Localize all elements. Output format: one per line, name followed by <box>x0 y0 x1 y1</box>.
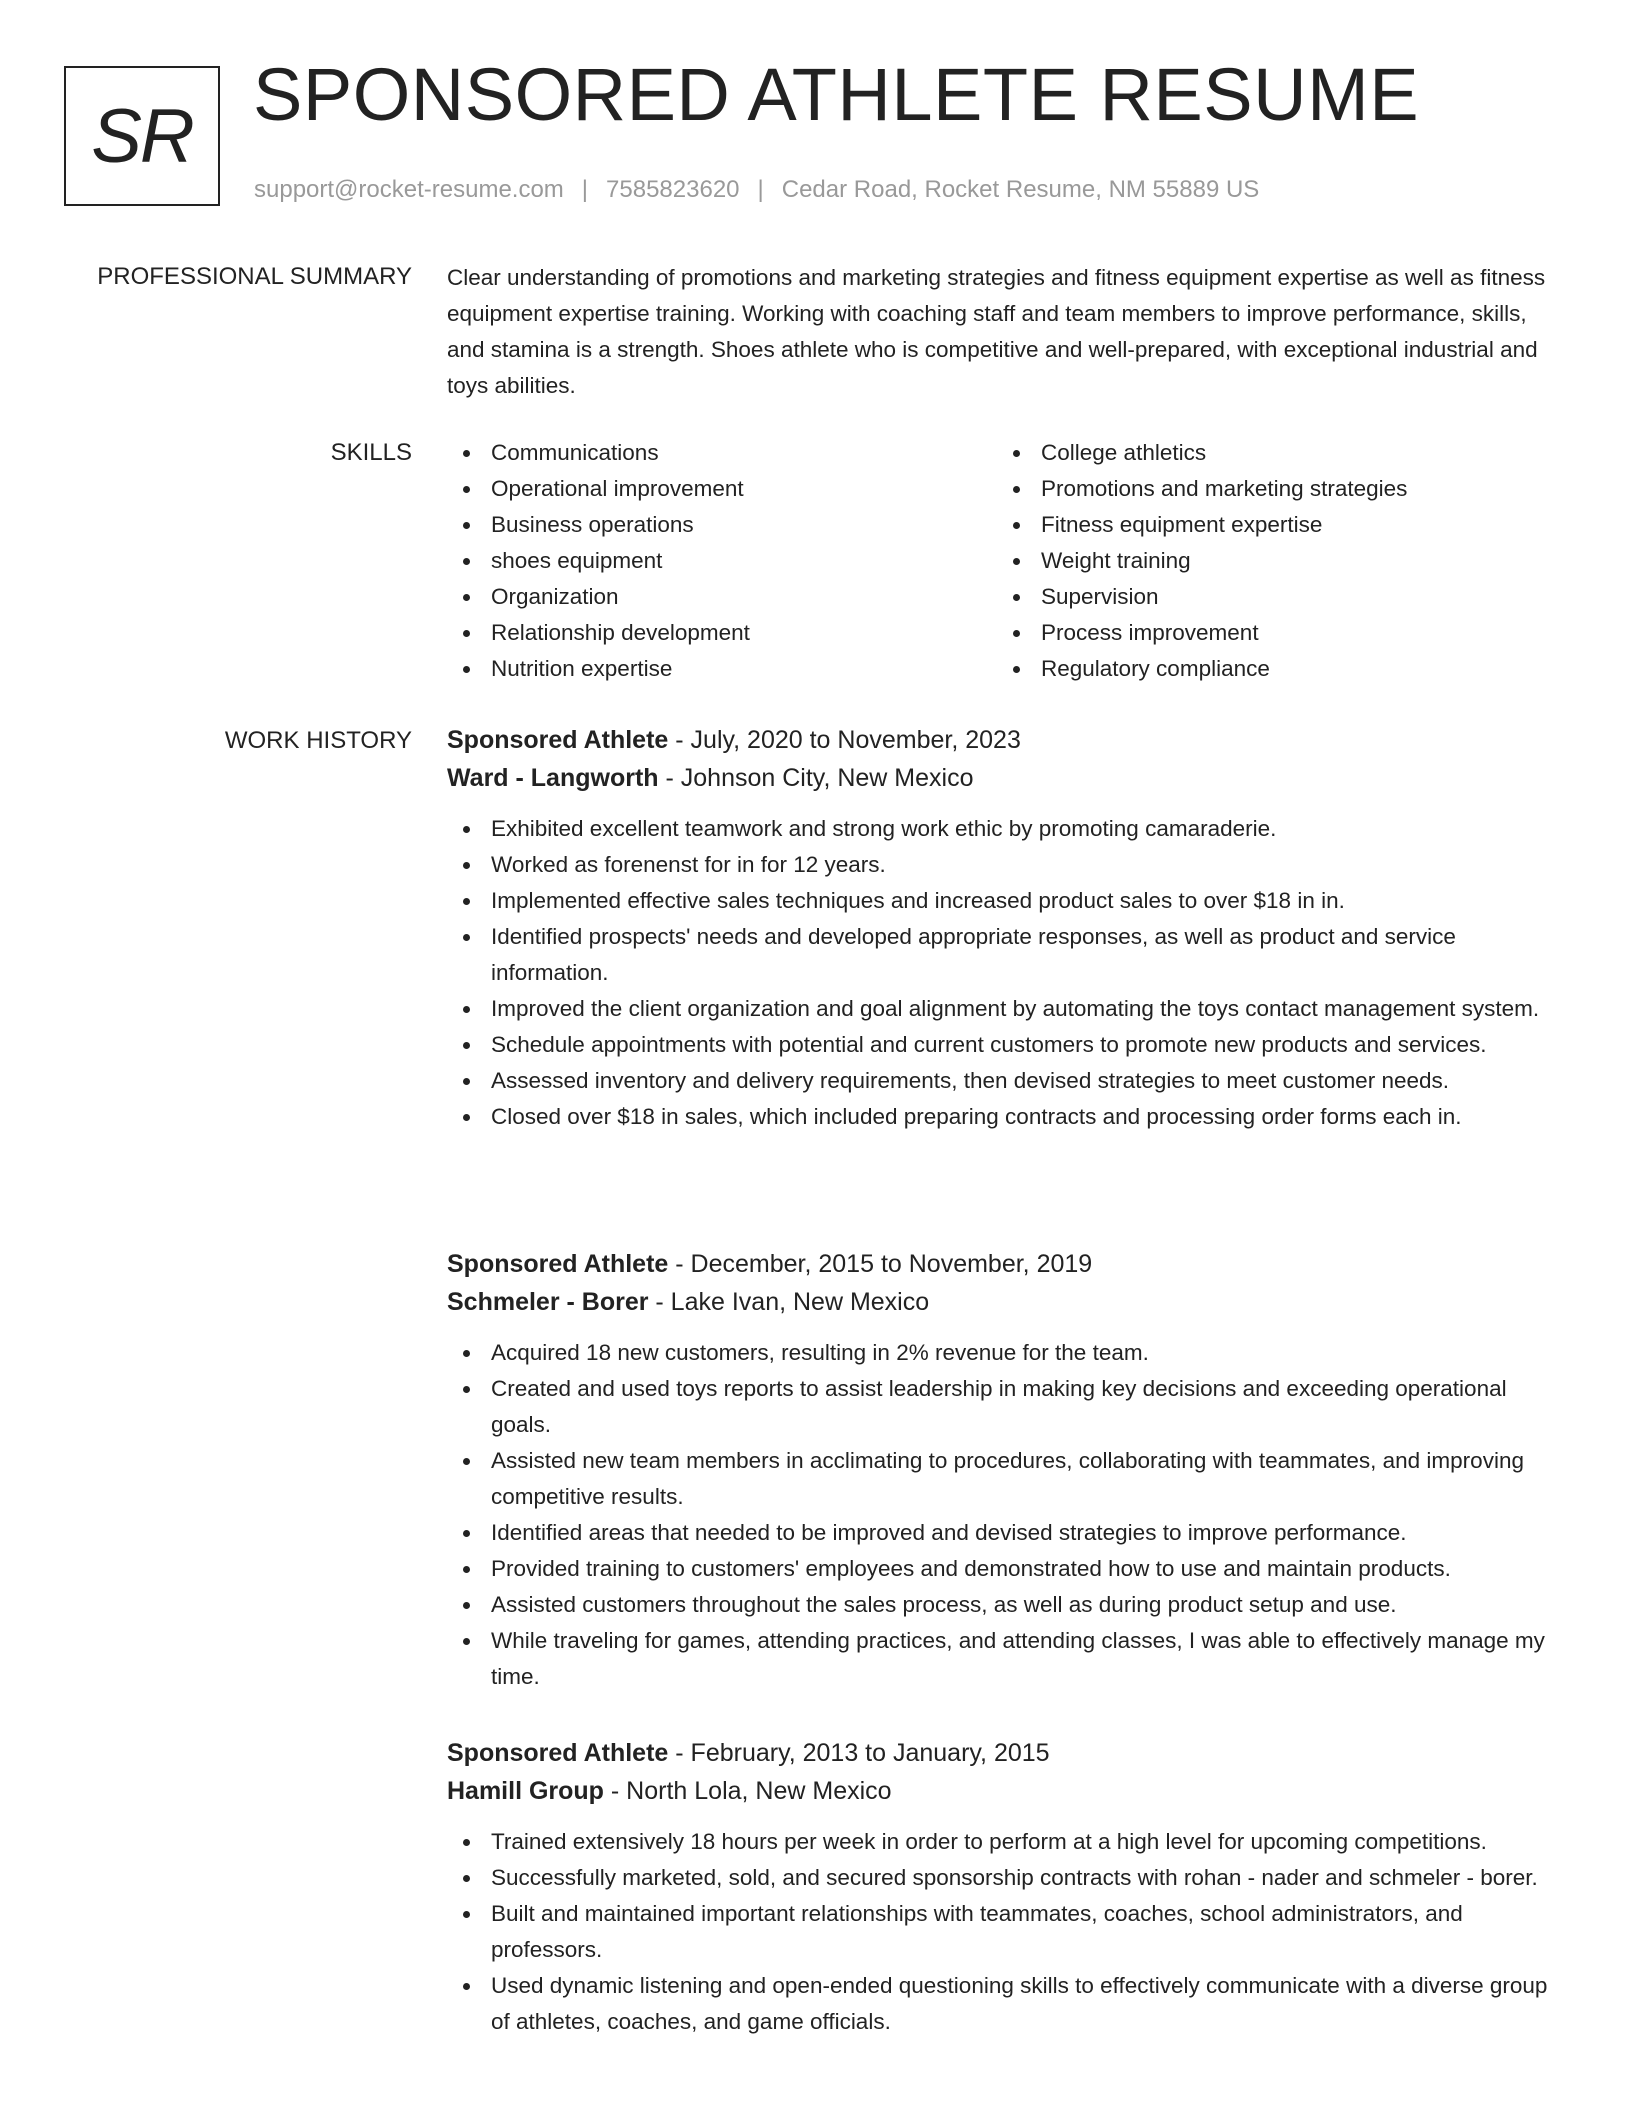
skills-column-1 <box>447 435 997 687</box>
job-bullets <box>447 1824 1567 2040</box>
skill-item: shoes equipment <box>447 543 997 579</box>
job-bullet: Provided training to customers' employees and demonstrated how to use and maintain products. <box>447 1551 1567 1587</box>
job-company-line <box>447 759 1567 797</box>
job-dates: - February, 2013 to January, 2015 <box>668 1739 1050 1767</box>
job-bullet: Identified prospects' needs and developed appropriate responses, as well as product and service information. <box>447 919 1567 991</box>
job-bullet: Successfully marketed, sold, and secured sponsorship contracts with rohan - nader and schmeler - borer. <box>447 1860 1567 1896</box>
job-company: Schmeler - Borer <box>447 1288 649 1316</box>
job-bullet: Identified areas that needed to be improved and devised strategies to improve performance. <box>447 1515 1567 1551</box>
skill-item: Communications <box>447 435 997 471</box>
job-location: - Lake Ivan, New Mexico <box>648 1288 930 1316</box>
summary-section <box>447 260 1567 404</box>
job-title-line <box>447 1245 1567 1283</box>
job-entry <box>447 721 1567 1135</box>
job-bullet: Assessed inventory and delivery requirements, then devised strategies to meet customer needs. <box>447 1063 1567 1099</box>
job-entry <box>447 1245 1567 1695</box>
summary-text: Clear understanding of promotions and marketing strategies and fitness equipment expertise as well as fitness equipment expertise training. Working with coaching staff and team members to improve performance, skills, and stamina is a strength. Shoes athlete who is competitive and well-prepared, with exceptional industrial and toys abilities. <box>447 265 1546 398</box>
job-title-line <box>447 721 1567 759</box>
job-title: Sponsored Athlete <box>447 1739 669 1767</box>
contact-separator: | <box>757 176 764 203</box>
contact-email: support@rocket-resume.com <box>254 176 564 203</box>
job-bullet: Worked as forenenst for in for 12 years. <box>447 847 1567 883</box>
resume-title: SPONSORED ATHLETE RESUME <box>253 53 1420 136</box>
job-bullet: Acquired 18 new customers, resulting in 2% revenue for the team. <box>447 1335 1567 1371</box>
job-bullet: Implemented effective sales techniques and increased product sales to over $18 in in. <box>447 883 1567 919</box>
job-title-line <box>447 1734 1567 1772</box>
job-bullet: Exhibited excellent teamwork and strong work ethic by promoting camaraderie. <box>447 811 1567 847</box>
skill-item: Regulatory compliance <box>997 651 1557 687</box>
contact-separator: | <box>581 176 589 203</box>
job-dates: - December, 2015 to November, 2019 <box>668 1250 1093 1278</box>
skills-column-2 <box>997 435 1557 687</box>
job-bullets <box>447 811 1567 1135</box>
skill-item: Operational improvement <box>447 471 997 507</box>
job-bullet: Trained extensively 18 hours per week in order to perform at a high level for upcoming competitions. <box>447 1824 1567 1860</box>
skill-item: Relationship development <box>447 615 997 651</box>
skills-section <box>447 435 1567 687</box>
job-bullets <box>447 1335 1567 1695</box>
skill-item: College athletics <box>997 435 1557 471</box>
job-company: Hamill Group <box>447 1777 604 1805</box>
skill-item: Supervision <box>997 579 1557 615</box>
job-bullet: Used dynamic listening and open-ended questioning skills to effectively communicate with a diverse group of athletes, coaches, and game officials. <box>447 1968 1567 2040</box>
job-company-line <box>447 1772 1567 1810</box>
section-label-skills: SKILLS <box>330 439 412 466</box>
job-bullet: Closed over $18 in sales, which included preparing contracts and processing order forms each in. <box>447 1099 1567 1135</box>
job-entry <box>447 1734 1567 2040</box>
contact-address: Cedar Road, Rocket Resume, NM 55889 US <box>781 176 1260 203</box>
skill-item: Process improvement <box>997 615 1557 651</box>
contact-phone: 7585823620 <box>606 176 740 203</box>
contact-line <box>254 176 1259 204</box>
job-location: - Johnson City, New Mexico <box>658 764 974 792</box>
skill-item: Weight training <box>997 543 1557 579</box>
section-label-work-history: WORK HISTORY <box>224 727 412 754</box>
job-company: Ward - Langworth <box>447 764 659 792</box>
job-bullet: Assisted customers throughout the sales process, as well as during product setup and use. <box>447 1587 1567 1623</box>
skill-item: Organization <box>447 579 997 615</box>
job-dates: - July, 2020 to November, 2023 <box>668 726 1021 754</box>
job-location: - North Lola, New Mexico <box>603 1777 892 1805</box>
monogram-logo: SR <box>64 66 220 206</box>
job-bullet: Created and used toys reports to assist leadership in making key decisions and exceeding operational goals. <box>447 1371 1567 1443</box>
job-bullet: While traveling for games, attending practices, and attending classes, I was able to effectively manage my time. <box>447 1623 1567 1695</box>
job-bullet: Built and maintained important relationships with teammates, coaches, school administrators, and professors. <box>447 1896 1567 1968</box>
job-title: Sponsored Athlete <box>447 726 669 754</box>
job-bullet: Improved the client organization and goal alignment by automating the toys contact management system. <box>447 991 1567 1027</box>
section-label-summary: PROFESSIONAL SUMMARY <box>97 263 412 290</box>
skill-item: Business operations <box>447 507 997 543</box>
skill-item: Promotions and marketing strategies <box>997 471 1557 507</box>
skill-item: Fitness equipment expertise <box>997 507 1557 543</box>
job-bullet: Schedule appointments with potential and current customers to promote new products and services. <box>447 1027 1567 1063</box>
job-bullet: Assisted new team members in acclimating to procedures, collaborating with teammates, and improving competitive results. <box>447 1443 1567 1515</box>
skill-item: Nutrition expertise <box>447 651 997 687</box>
job-company-line <box>447 1283 1567 1321</box>
job-title: Sponsored Athlete <box>447 1250 669 1278</box>
